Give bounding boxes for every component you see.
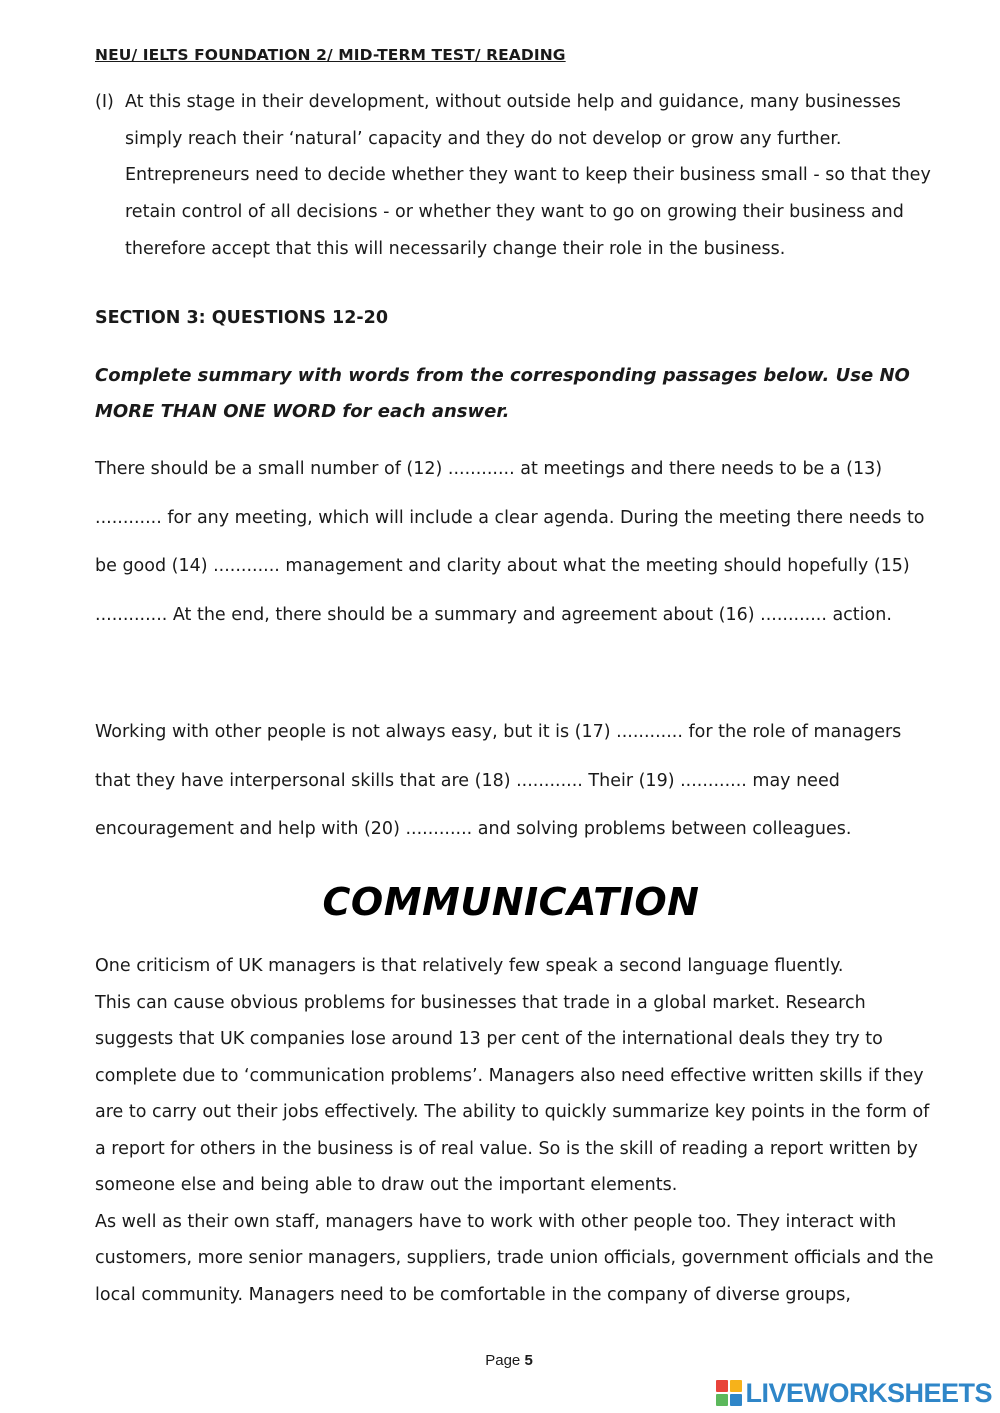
paragraph-i bbox=[95, 84, 955, 268]
passage-paragraph-1: One criticism of UK managers is that relatively few speak a second language fluently. bbox=[95, 956, 844, 976]
summary-paragraph-1: There should be a small number of (12) ............ at meetings and there needs to be a (13) ............ for any meeting, which will include a clear agenda. During the meeting there needs to be good (14) ............ management and clarity about what the meeting should hopefully (15) ............. At the end, there should be a summary and agreement about (16) ............ action. bbox=[95, 459, 925, 625]
brand-name: LIVEWORKSHEETS bbox=[745, 1377, 992, 1408]
page-label: Page bbox=[485, 1352, 521, 1369]
summary-paragraph-2: Working with other people is not always easy, but it is (17) ............ for the role of managers that they have interpersonal skills that are (18) ............ Their (19) ............ may need encouragement and help with (20) ............ and solving problems between colleagues. bbox=[95, 722, 902, 840]
logo-tile-red bbox=[716, 1380, 728, 1392]
communication-passage bbox=[95, 948, 935, 1313]
paragraph-i-text: At this stage in their development, without outside help and guidance, many businesses simply reach their ‘natural’ capacity and they do not develop or grow any further. Entrepreneurs need to decide whether they want to keep their business small - so that they retain control of all decisions - or whether they want to go on growing their business and therefore accept that this will necessarily change their role in the business. bbox=[125, 92, 931, 259]
passage-paragraph-3: As well as their own staff, managers have to work with other people too. They interact with customers, more senior managers, suppliers, trade union officials, government officials and the local community. Managers need to be comfortable in the company of diverse groups, bbox=[95, 1211, 934, 1305]
communication-heading: COMMUNICATION bbox=[322, 880, 700, 924]
page-number-value: 5 bbox=[524, 1352, 533, 1369]
logo-tile-yellow bbox=[730, 1380, 742, 1392]
document-header: NEU/ IELTS FOUNDATION 2/ MID-TERM TEST/ READING bbox=[95, 46, 566, 64]
logo-tile-green bbox=[716, 1394, 728, 1406]
passage-paragraph-2: This can cause obvious problems for businesses that trade in a global market. Research suggests that UK companies lose around 13 per cent of the international deals they try to complete due to ‘communication problems’. Managers also need effective written skills if they are to carry out their jobs effectively. The ability to quickly summarize key points in the form of a report for others in the business is of real value. So is the skill of reading a report written by someone else and being able to draw out the important elements. bbox=[95, 992, 930, 1195]
section-heading: SECTION 3: QUESTIONS 12-20 bbox=[95, 308, 389, 328]
liveworksheets-logo-icon bbox=[716, 1380, 742, 1406]
logo-tile-blue bbox=[730, 1394, 742, 1406]
page-number bbox=[0, 1352, 1000, 1369]
paragraph-marker: (I) bbox=[95, 92, 114, 112]
liveworksheets-brand[interactable] bbox=[716, 1378, 992, 1408]
section-instructions: Complete summary with words from the corresponding passages below. Use NO MORE THAN ONE WORD for each answer. bbox=[95, 365, 910, 422]
